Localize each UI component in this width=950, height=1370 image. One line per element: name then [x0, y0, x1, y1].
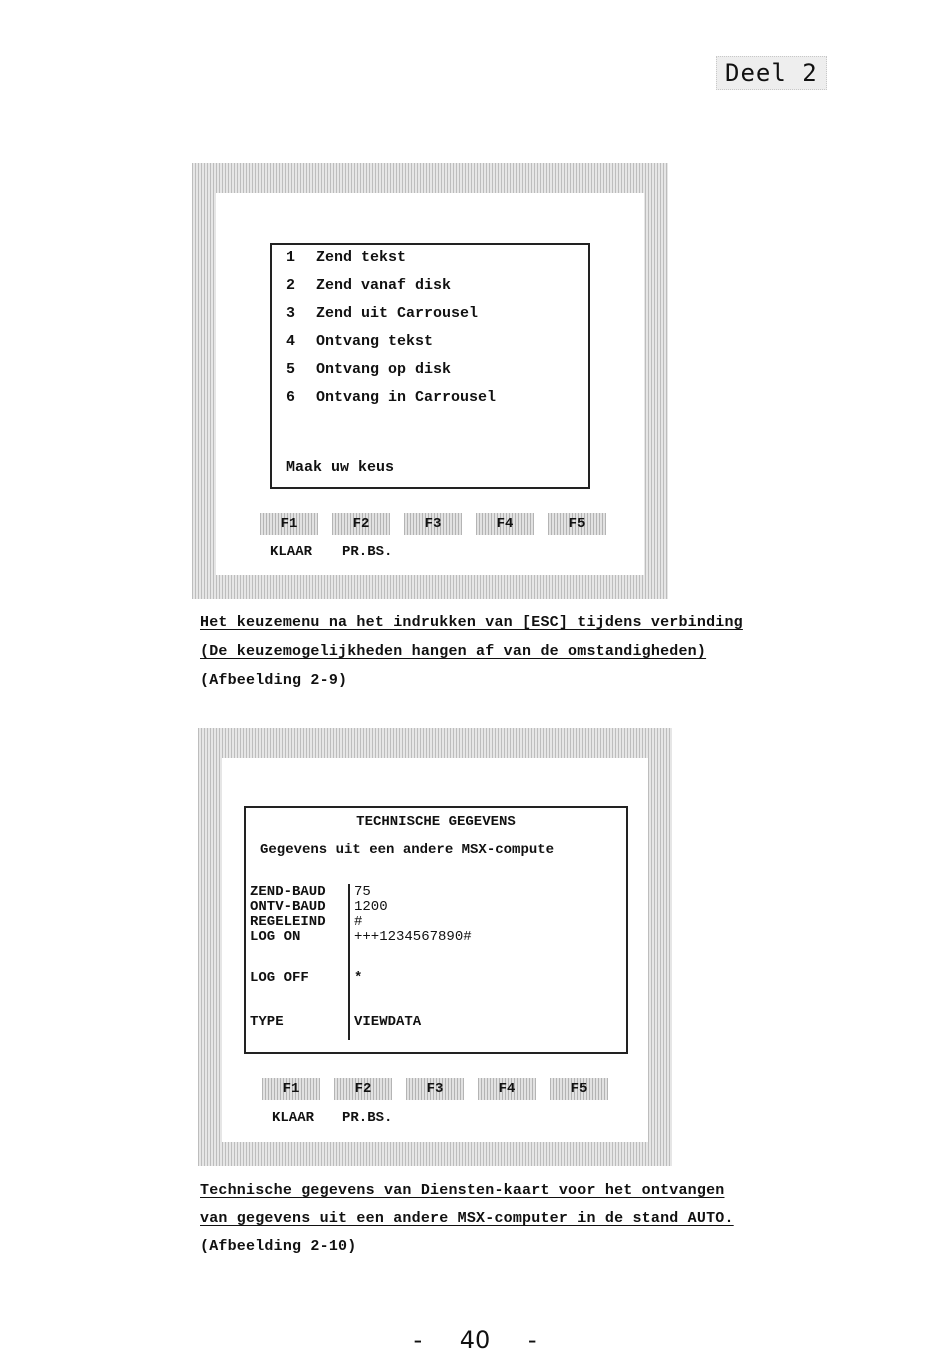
- technical-data-subtitle: Gegevens uit een andere MSX-compute: [260, 842, 555, 858]
- screen-area: [222, 758, 648, 1142]
- row-value-log-on: +++1234567890#: [354, 929, 472, 945]
- figure-2-10-caption-line-2: van gegevens uit een andere MSX-computer in de stand AUTO.: [200, 1210, 734, 1227]
- fkey-f1: F1: [262, 1078, 320, 1100]
- fkey-f5: F5: [550, 1078, 608, 1100]
- row-value-log-off: *: [354, 970, 363, 986]
- page-number: - 40 -: [413, 1326, 537, 1354]
- figure-2-9-caption-line-2: (De keuzemogelijkheden hangen af van de omstandigheden): [200, 643, 707, 660]
- figure-2-9-screen: [192, 163, 668, 599]
- technical-data-title: TECHNISCHE GEGEVENS: [356, 814, 516, 830]
- row-key-type: TYPE: [250, 1014, 284, 1030]
- choice-menu-box: [270, 243, 590, 489]
- fkey-f4: F4: [478, 1078, 536, 1100]
- fkey-label-prbs: PR.BS.: [342, 1110, 393, 1126]
- row-value-regeleind: #: [354, 914, 363, 930]
- menu-item-4: 4 Ontvang tekst: [286, 333, 434, 350]
- fkey-f3: F3: [404, 513, 462, 535]
- fkey-f5: F5: [548, 513, 606, 535]
- row-key-log-off: LOG OFF: [250, 970, 309, 986]
- menu-prompt: Maak uw keus: [286, 459, 395, 476]
- fkey-f3: F3: [406, 1078, 464, 1100]
- menu-item-6: 6 Ontvang in Carrousel: [286, 389, 497, 406]
- fkey-label-prbs: PR.BS.: [342, 544, 393, 560]
- page-header: Deel 2: [716, 56, 827, 90]
- fkey-f1: F1: [260, 513, 318, 535]
- row-key-zend-baud: ZEND-BAUD: [250, 884, 326, 900]
- fkey-f4: F4: [476, 513, 534, 535]
- screen-area: [216, 193, 644, 575]
- row-key-log-on: LOG ON: [250, 929, 301, 945]
- fkey-f2: F2: [332, 513, 390, 535]
- figure-2-10-screen: [198, 728, 672, 1166]
- row-value-zend-baud: 75: [354, 884, 371, 900]
- figure-2-10-caption-line-1: Technische gegevens van Diensten-kaart voor het ontvangen: [200, 1182, 725, 1199]
- figure-2-9-caption-line-3: (Afbeelding 2-9): [200, 672, 348, 689]
- figure-2-9-caption-line-1: Het keuzemenu na het indrukken van [ESC] tijdens verbinding: [200, 614, 743, 631]
- fkey-label-klaar: KLAAR: [272, 1110, 315, 1126]
- row-value-ontv-baud: 1200: [354, 899, 388, 915]
- row-key-ontv-baud: ONTV-BAUD: [250, 899, 326, 915]
- menu-item-5: 5 Ontvang op disk: [286, 361, 452, 378]
- figure-2-10-caption-line-3: (Afbeelding 2-10): [200, 1238, 357, 1255]
- row-value-type: VIEWDATA: [354, 1014, 422, 1030]
- fkey-label-klaar: KLAAR: [270, 544, 313, 560]
- menu-item-2: 2 Zend vanaf disk: [286, 277, 452, 294]
- column-separator: [348, 884, 350, 1040]
- menu-item-3: 3 Zend uit Carrousel: [286, 305, 479, 322]
- menu-item-1: 1 Zend tekst: [286, 249, 407, 266]
- fkey-f2: F2: [334, 1078, 392, 1100]
- technical-data-box: [244, 806, 628, 1054]
- row-key-regeleind: REGELEIND: [250, 914, 326, 930]
